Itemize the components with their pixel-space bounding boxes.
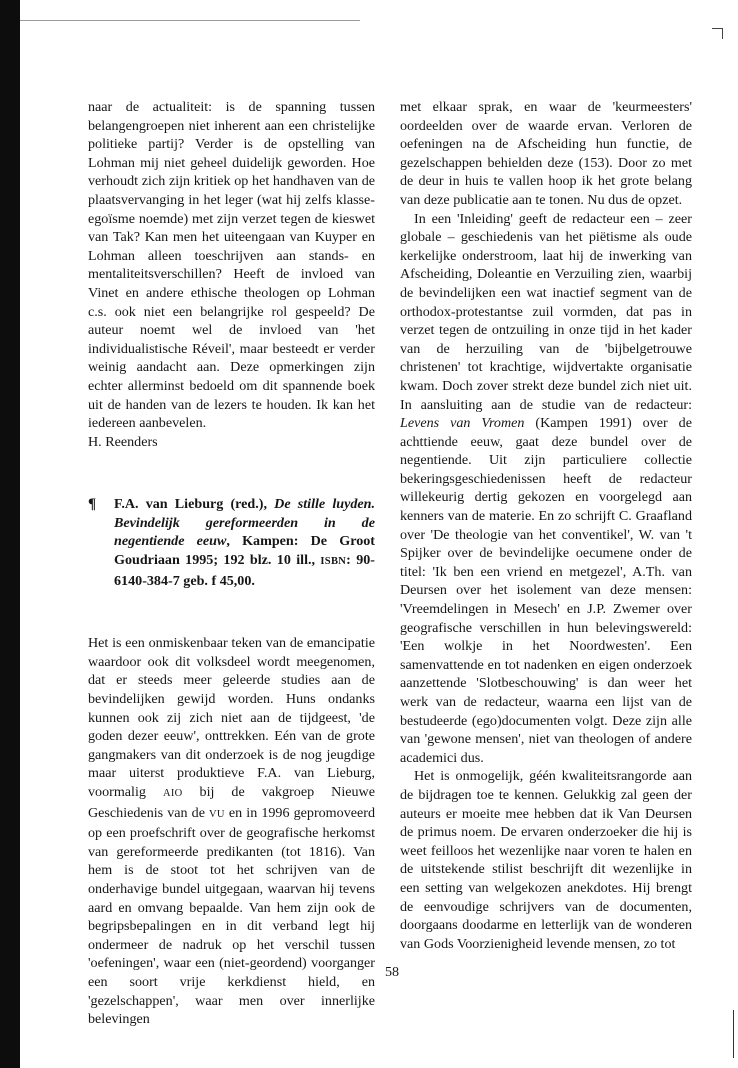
review-paragraph: In een 'Inleiding' geeft de redacteur een – zeer globale – geschiedenis van het piëtisme als oude kerkelijke onderstroom, laat hij de inwerking van Afscheiding, Doleantie en Verzuiling zien, waarbij de bevindelijken een wat inactief segment van de orthodox-protestantse zuil vormden, dat pas in verzet tegen de ontzuiling in onze tijd in het kader van de herzuiling van de 'bijbelgetrouwe christenen' tot krachtige, wijdvertakte organisatie kwam. Doch zover strekt deze bundel zich niet uit. In aansluiting aan de studie van de redacteur: Levens van Vromen (Kampen 1991) over de achttiende eeuw, gaat deze bundel over de negentiende. Uit zijn particuliere collectie bekeringsgeschiedenissen heeft de redacteur willekeurig dertig gekozen en voorgelegd aan kenners van de materie. En zo schrijft C. Graafland over 'De theologie van het conventikel', W. van 't Spijker over de bevindelijke oecumene onder de titel: 'Ik ben een vriend en metgezel', A.Th. van Deursen over het isolement van deze mensen: 'Vreemdelingen in Mesech' en J.P. Zwemer over geografische verschillen in hun belevingswereld: 'Een wolkje in het Noordwesten'. Een samenvattende en tot nadenken en eigen onderzoek aanzettende 'Slotbeschouwing' is dan weer het werk van de redacteur, waarna een lijst van de bestudeerde (ego)documenten volgt. Deze zijn alle van 'gewone mensen', niet van theologen of andere academici dus.	[400, 210, 692, 766]
cited-title: Levens van Vromen	[400, 415, 525, 432]
book-citation	[114, 495, 375, 590]
book-entry	[88, 495, 375, 590]
pilcrow-icon: ¶	[88, 496, 97, 513]
book-title: De stille luyden. Bevindelijk gereformeerden in de negentiende eeuw	[114, 496, 375, 550]
review-paragraph: Het is onmogelijk, géén kwaliteitsrangorde aan de bijdragen toe te kennen. Gelukkig zal geen der auteurs er moeite mee hebben dat ik Van Deursen de primus noem. De ervaren onderzoeker die hij is weet feilloos het wezenlijke naar voren te halen en de uitstekende stilist beschrijft dit wezenlijke in een setting van welgekozen anekdotes. Hij brengt de eenvoudige schrijvers van de documenten, doorgaans doodarme en letterlijk van de wonderen van Gods Voorzienigheid levende mensen, zo tot	[400, 768, 692, 952]
left-column	[88, 98, 375, 1029]
edge-mark	[733, 1010, 734, 1058]
scan-binding-edge	[0, 0, 20, 1068]
review-paragraph: Het is een onmiskenbaar teken van de emancipatie waardoor ook dit volksdeel wordt meegenomen, dat er steeds meer geleerde studies aan de bevindelijken gewijd worden. Huns ondanks kunnen ook zij zich niet aan de tijdgeest, 'de goden dezer eeuw', onttrekken. Eén van de grote gangmakers van dit onderzoek is de nog jeugdige maar uiterst produktieve F.A. van Lieburg, voormalig AIO bij de vakgroep Nieuwe Geschiedenis van de VU en in 1996 gepromoveerd op een proefschrift over de geografische herkomst van gereformeerde predikanten (tot 1816). Van hem is de stoot tot het schrijven van de onderhavige bundel uitgegaan, waarvan hij tevens aard en omvang bepaalde. Van hem zijn ook de begripsbepalingen en in dit verband legt hij ondermeer de nadruk op het verschil tussen 'oefeningen', waar een (niet-geordend) voorganger een soort vrije kerkdienst hield, en 'gezelschappen', waar men over innerlijke belevingen	[88, 635, 375, 1028]
abbreviation: AIO	[162, 788, 183, 799]
isbn-label: ISBN	[320, 556, 347, 568]
reviewer-name: H. Reenders	[88, 433, 158, 450]
book-publisher: , Kampen: De Groot Goudriaan 1995; 192 blz. 10 ill.,	[114, 533, 375, 569]
crop-mark	[712, 28, 723, 39]
top-rule	[20, 20, 360, 21]
review-paragraph: met elkaar sprak, en waar de 'keurmeesters' oordeelden over de waarde ervan. Verloren de oefeningen na de Afscheiding hun functie, de gezelschappen behielden deze (153). Door zo met de deur in huis te vallen hoop ik het grote belang van deze publicatie aan te tonen. Nu dus de opzet.	[400, 99, 692, 208]
review-paragraph: naar de actualiteit: is de spanning tussen belangengroepen niet inherent aan een christelijke politieke partij? Verder is de opstelling van Lohman mij niet geheel duidelijk geworden. Hoe verhoudt zich zijn kritiek op het handhaven van de plaatsvervanging in het leger (wat hij zelfs klasse-egoïsme noemde) met zijn verzet tegen de kieswet van Tak? Kan men het uiteengaan van Kuyper en Lohman alleen toeschrijven aan stands- en mentaliteitsverschillen? Heeft de invloed van Vinet en andere ethische theologen op Lohman c.s. ook niet een belangrijke rol gespeeld? De auteur noemt wel de invloed van 'het individualistische Réveil', maar besteedt er verder weinig aandacht aan. Deze opmerkingen zijn echter allerminst bedoeld om dit spannende boek uit de handen van de lezers te houden. Ik kan het iedereen aanbevelen.	[88, 99, 375, 432]
isbn-price: : 90-6140-384-7 geb. f 45,00.	[114, 552, 375, 589]
page-number: 58	[384, 964, 400, 980]
right-column	[400, 98, 692, 953]
abbreviation: VU	[209, 808, 225, 820]
book-editor: F.A. van Lieburg (red.),	[114, 496, 275, 513]
